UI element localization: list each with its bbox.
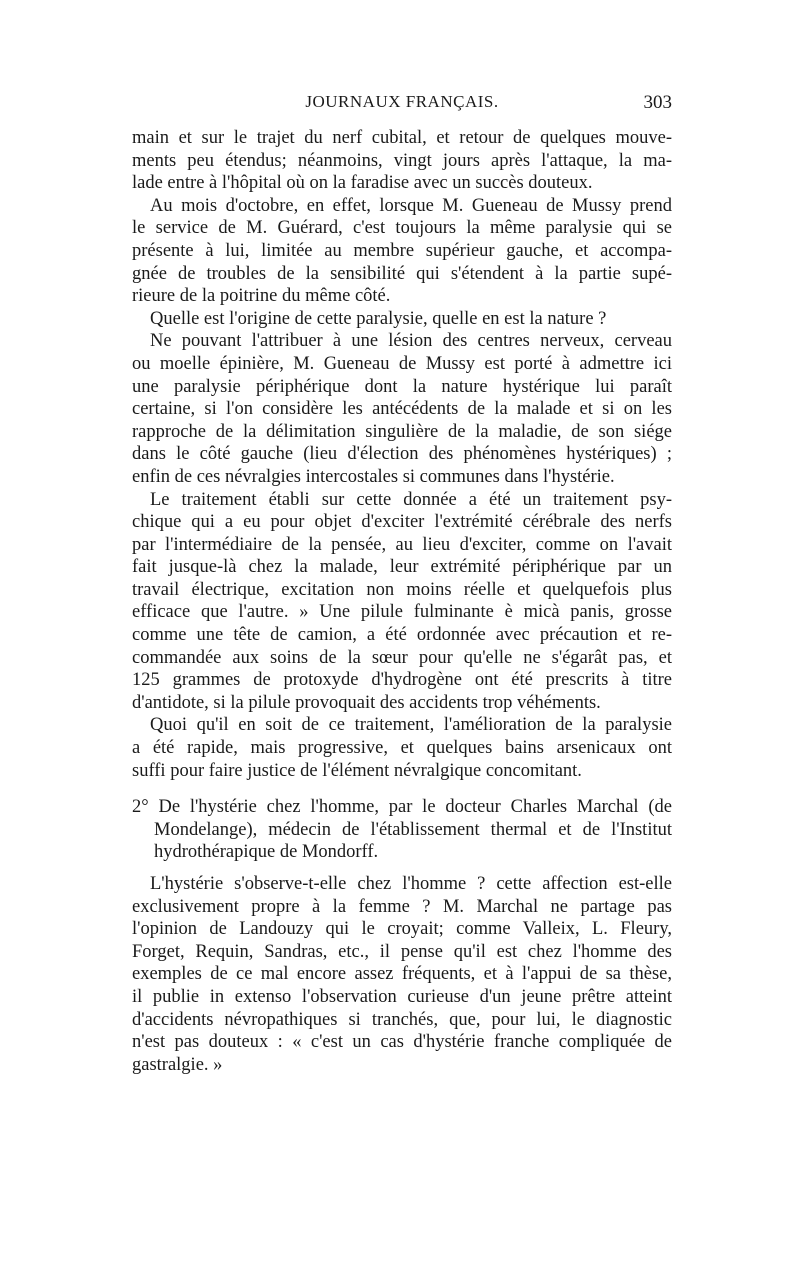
text-line: gnée de troubles de la sensibilité qui s'étendent à la partie supé- [132,263,672,284]
text-line: gastralgie. » [132,1054,223,1075]
text-line: Ne pouvant l'attribuer à une lésion des centres nerveux, cerveau [150,331,672,352]
text-line: rieure de la poitrine du même côté. [132,286,391,307]
text-line: par l'intermédiaire de la pensée, au lieu d'exciter, comme on l'avait [132,534,672,555]
text-line: Quoi qu'il en soit de ce traitement, l'amélioration de la paralysie [150,715,672,736]
text-line: ments peu étendus; néanmoins, vingt jours après l'attaque, la ma- [132,150,672,171]
text-line: une paralysie périphérique dont la nature hystérique lui paraît [132,376,672,397]
running-title: JOURNAUX FRANÇAIS. [305,92,499,111]
text-line: rapproche de la délimitation singulière de la maladie, de son siége [132,421,672,442]
text-line: ou moelle épinière, M. Gueneau de Mussy est porté à admettre ici [132,353,672,374]
text-line: d'accidents névropathiques si tranchés, que, pour lui, le diagnostic [132,1009,672,1030]
page-number: 303 [643,92,672,113]
text-line: l'opinion de Landouzy qui le croyait; comme Valleix, L. Fleury, [132,919,672,940]
text-line: Quelle est l'origine de cette paralysie, quelle en est la nature ? [150,308,607,329]
text-line: n'est pas douteux : « c'est un cas d'hystérie franche compliquée de [132,1032,672,1053]
text-line: dans le côté gauche (lieu d'élection des phénomènes hystériques) ; [132,444,672,465]
text-line: Au mois d'octobre, en effet, lorsque M. Gueneau de Mussy prend [150,195,672,216]
body-text [132,127,672,782]
text-line: efficace que l'autre. » Une pilule fulminante è micà panis, grosse [132,602,672,623]
text-line: enfin de ces névralgies intercostales si communes dans l'hystérie. [132,466,615,487]
text-line: comme une tête de camion, a été ordonnée avec précaution et re- [132,625,672,646]
heading-line: 2° De l'hystérie chez l'homme, par le docteur Charles Marchal (de [132,797,672,817]
text-line: main et sur le trajet du nerf cubital, et retour de quelques mouve- [132,128,672,148]
text-line: le service de M. Guérard, c'est toujours la même paralysie qui se [132,218,672,239]
heading-line: hydrothérapique de Mondorff. [154,842,379,863]
text-line: L'hystérie s'observe-t-elle chez l'homme ? cette affection est-elle [150,874,672,894]
text-line: lade entre à l'hôpital où on la faradise avec un succès douteux. [132,173,593,194]
text-line: certaine, si l'on considère les antécédents de la malade et si on les [132,399,672,420]
text-line: suffi pour faire justice de l'élément névralgique concomitant. [132,760,582,781]
text-line: exemples de ce mal encore assez fréquents, et à l'appui de sa thèse, [132,964,672,985]
text-line: d'antidote, si la pilule provoquait des accidents trop véhéments. [132,692,601,713]
text-line: chique qui a eu pour objet d'exciter l'extrémité cérébrale des nerfs [132,512,672,533]
text-line: a été rapide, mais progressive, et quelques bains arsenicaux ont [132,738,672,759]
text-line: Le traitement établi sur cette donnée a été un traitement psy- [150,489,672,510]
text-line: il publie in extenso l'observation curieuse d'un jeune prêtre atteint [132,986,672,1007]
section-heading [132,796,672,864]
text-line: Forget, Requin, Sandras, etc., il pense qu'il est chez l'homme des [132,941,672,962]
text-line: commandée aux soins de la sœur pour qu'elle ne s'égarât pas, et [132,647,672,668]
text-line: présente à lui, limitée au membre supérieur gauche, et accompa- [132,240,672,261]
text-line: 125 grammes de protoxyde d'hydrogène ont été prescrits à titre [132,670,672,691]
running-head [132,92,672,118]
text-line: fait jusque-là chez la malade, leur extrémité périphérique par un [132,557,672,578]
final-paragraph [132,873,672,1076]
heading-line: Mondelange), médecin de l'établissement thermal et de l'Institut [154,819,672,840]
text-line: travail électrique, excitation non moins réelle et quelquefois plus [132,579,672,600]
text-line: exclusivement propre à la femme ? M. Marchal ne partage pas [132,896,672,917]
